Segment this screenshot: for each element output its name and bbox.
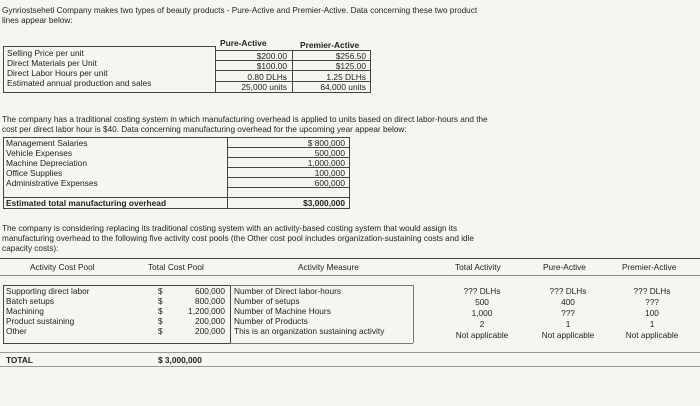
abc-cost-supporting-direct-labor: 600,000	[195, 286, 225, 296]
abc-total-value: $ 3,000,000	[158, 355, 202, 365]
overhead-total-label: Estimated total manufacturing overhead	[6, 198, 167, 208]
abc-cost-product-sustaining: 200,000	[195, 316, 225, 326]
premier-direct-materials: $125.00	[335, 61, 366, 71]
abc-total-activity-product-sustaining: 2	[479, 319, 485, 329]
abc-measure-batch-setups: Number of setups	[234, 296, 300, 306]
abc-header-measure: Activity Measure	[298, 262, 359, 272]
intro-line-2: lines appear below:	[2, 16, 73, 25]
traditional-line-1: The company has a traditional costing system in which manufacturing overhead is applied to units based on direct labor-hours and the	[2, 115, 488, 124]
abc-measure-other: This is an organization sustaining activity	[234, 326, 385, 336]
abc-pool-batch-setups: Batch setups	[6, 296, 54, 306]
row-label-direct-labor-hours: Direct Labor Hours per unit	[7, 68, 108, 78]
abc-intro-line-2: manufacturing overhead to the following five activity cost pools (the Other cost pool includes organization-sustaining costs and idle	[2, 234, 474, 243]
col-header-premier-active: Premier-Active	[300, 40, 360, 50]
abc-pool-product-sustaining: Product sustaining	[6, 316, 75, 326]
abc-measure-product-sustaining: Number of Products	[234, 316, 308, 326]
pure-annual-production: 25,000 units	[241, 82, 287, 92]
abc-header-premier: Premier-Active	[622, 262, 677, 272]
abc-pure-product-sustaining: 1	[565, 319, 571, 329]
abc-premier-machining: 100	[645, 308, 659, 318]
abc-measure-supporting-direct-labor: Number of Direct labor-hours	[234, 286, 341, 296]
abc-pure-batch-setups: 400	[561, 297, 575, 307]
abc-cost-other: 200,000	[195, 326, 225, 336]
pure-direct-materials: $100.00	[256, 61, 287, 71]
abc-pool-machining: Machining	[6, 306, 44, 316]
abc-header-pure: Pure-Active	[543, 262, 586, 272]
abc-pure-supporting-direct-labor: ??? DLHs	[549, 286, 587, 296]
abc-premier-product-sustaining: 1	[649, 319, 655, 329]
abc-total-activity-supporting-direct-labor: ??? DLHs	[463, 286, 501, 296]
pure-selling-price: $200.00	[256, 51, 287, 61]
abc-header-total-cost: Total Cost Pool	[148, 262, 204, 272]
abc-pool-other: Other	[6, 326, 27, 336]
abc-dollar-sign: $	[158, 306, 163, 316]
row-label-annual-production: Estimated annual production and sales	[7, 78, 152, 88]
abc-dollar-sign: $	[158, 286, 163, 296]
overhead-label-vehicle-expenses: Vehicle Expenses	[6, 148, 73, 158]
abc-header-total-activity: Total Activity	[455, 262, 501, 272]
abc-dollar-sign: $	[158, 296, 163, 306]
pure-direct-labor-hours: 0.80 DLHs	[247, 72, 287, 82]
row-label-selling-price: Selling Price per unit	[7, 48, 84, 58]
abc-total-label: TOTAL	[6, 355, 33, 365]
abc-pool-supporting-direct-labor: Supporting direct labor	[6, 286, 90, 296]
traditional-line-2: cost per direct labor hour is $40. Data concerning manufacturing overhead for the upcoming year appear below:	[2, 125, 407, 134]
abc-header-pool: Activity Cost Pool	[30, 262, 95, 272]
overhead-label-machine-depreciation: Machine Depreciation	[6, 158, 88, 168]
overhead-value-management-salaries: $ 800,000	[307, 138, 345, 148]
overhead-value-office-supplies: 100,000	[314, 168, 345, 178]
abc-intro-line-1: The company is considering replacing its traditional costing system with an activity-based costing system that would assign its	[2, 224, 458, 233]
premier-selling-price: $256.50	[335, 51, 366, 61]
abc-measure-machining: Number of Machine Hours	[234, 306, 331, 316]
overhead-value-admin-expenses: 600,000	[314, 178, 345, 188]
intro-line-1: Gynriostsehetl Company makes two types of beauty products - Pure-Active and Premier-Active. Data concerning these two product	[2, 6, 478, 15]
abc-pure-other: Not applicable	[541, 330, 595, 340]
col-header-pure-active: Pure-Active	[220, 38, 267, 48]
overhead-total-value: $3,000,000	[303, 198, 345, 208]
overhead-value-machine-depreciation: 1,000,000	[307, 158, 345, 168]
premier-annual-production: 64,000 units	[320, 82, 366, 92]
abc-pure-machining: ???	[561, 308, 575, 318]
overhead-value-vehicle-expenses: 500,000	[314, 148, 345, 158]
abc-intro-line-3: capacity costs):	[2, 244, 59, 253]
abc-dollar-sign: $	[158, 326, 163, 336]
abc-cost-machining: 1,200,000	[188, 306, 225, 316]
abc-premier-other: Not applicable	[625, 330, 679, 340]
row-label-direct-materials: Direct Materials per Unit	[7, 58, 97, 68]
overhead-label-admin-expenses: Administrative Expenses	[6, 178, 98, 188]
abc-total-activity-other: Not applicable	[455, 330, 509, 340]
overhead-label-office-supplies: Office Supplies	[6, 168, 63, 178]
abc-dollar-sign: $	[158, 316, 163, 326]
overhead-label-management-salaries: Management Salaries	[6, 138, 88, 148]
abc-total-activity-machining: 1,000	[471, 308, 493, 318]
abc-cost-batch-setups: 800,000	[195, 296, 225, 306]
abc-premier-batch-setups: ???	[645, 297, 659, 307]
premier-direct-labor-hours: 1.25 DLHs	[326, 72, 366, 82]
abc-total-activity-batch-setups: 500	[475, 297, 489, 307]
abc-premier-supporting-direct-labor: ??? DLHs	[633, 286, 671, 296]
